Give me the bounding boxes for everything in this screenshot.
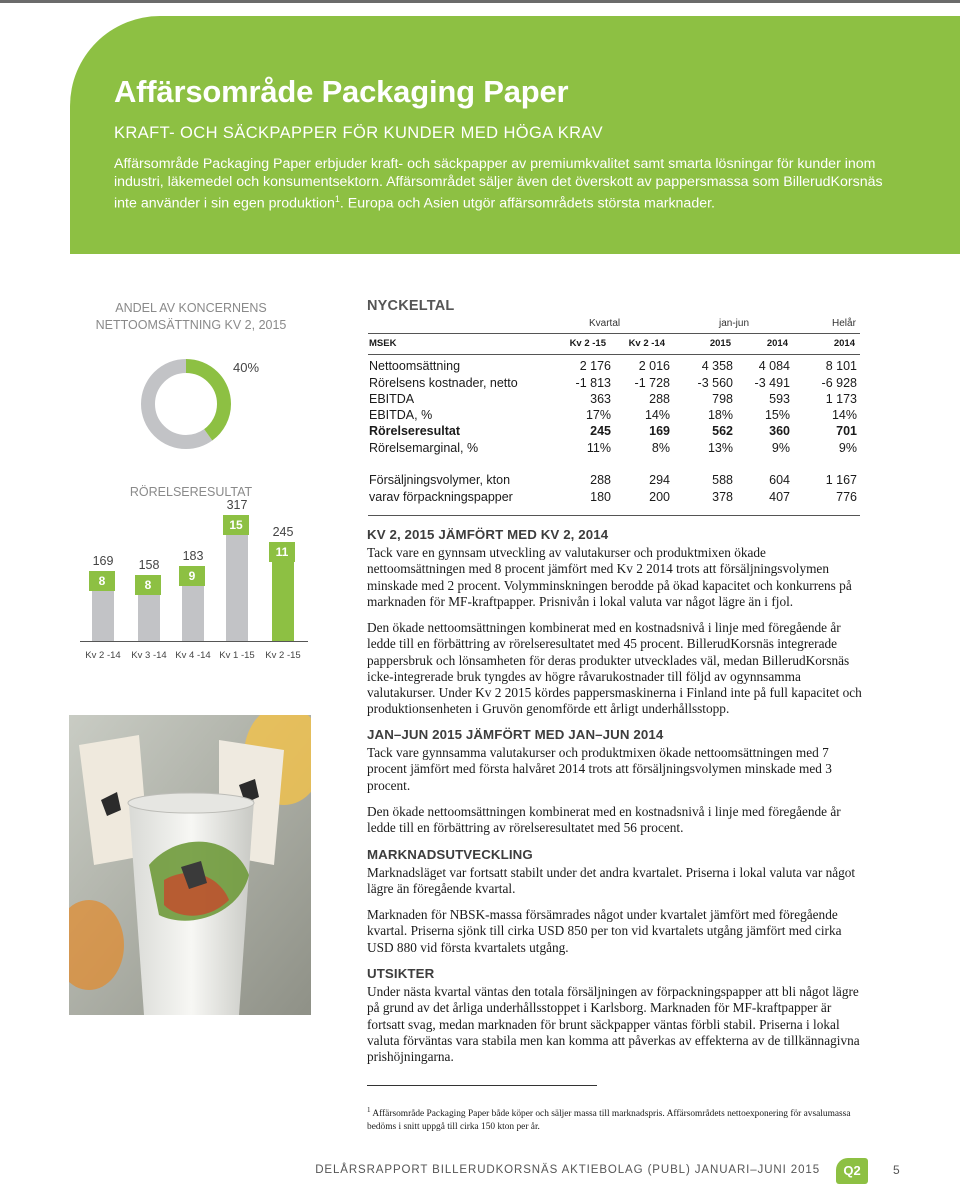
kpi-cell: 1 173: [825, 392, 857, 406]
top-rule: [0, 0, 960, 3]
kpi-cell: 8%: [651, 441, 670, 455]
kpi-header-col: 2014: [766, 338, 788, 349]
footnote-rule: [367, 1085, 597, 1086]
bar-value-label: 317: [226, 498, 248, 512]
section-outlook-p1: Under nästa kvartal väntas den totala försäljningen av förpackningspapper att bli något lägre på grund av det årliga underhållsstoppet i Karlsborg. Marknaden för MF-kraftpapper är fortsatt svag, medan marknaden för brunt säckpapper väntas förbli stabil. Priserna i lokal valuta förväntas vara stabila men kan komma att påverkas av effekterna av de tillkännagivna prishöjningarna.: [367, 984, 860, 1065]
kpi-row-label: Försäljningsvolymer, kton: [369, 473, 511, 487]
section-h1-p1: Tack vare gynnsamma valutakurser och produktmixen ökade nettoomsättningen med 7 procent jämfört med första halvåret 2014 trots att försäljningsvolymen minskade med 3 procent.: [367, 745, 832, 793]
kpi-cell: 14%: [644, 408, 670, 422]
section-market-title: MARKNADSUTVECKLING: [367, 847, 533, 862]
section-q2-p1: Tack vare en gynnsam utveckling av valutakurser och produktmixen ökade nettoomsättningen med 8 procent jämfört med Kv 2 2014 trots att försäljningsvolymen minskade med 2 procent. Volymminskningen berodde på ökad kapacitet och konkurrens på marknaden för MF-kraftpapper. Prisnivån i lokal valuta var något lägre än i fjol.: [367, 545, 852, 609]
kpi-cell: 407: [769, 490, 790, 504]
kpi-cell: 9%: [771, 441, 790, 455]
bar-category-label: Kv 3 -14: [131, 650, 167, 661]
section-q2-title: KV 2, 2015 JÄMFÖRT MED KV 2, 2014: [367, 527, 609, 542]
kpi-row-label: Nettoomsättning: [369, 359, 461, 373]
bar-margin-label: 11: [269, 542, 295, 562]
page-subtitle: KRAFT- OCH SÄCKPAPPER FÖR KUNDER MED HÖGA KRAV: [114, 124, 604, 142]
kpi-cell: -3 560: [697, 376, 733, 390]
bar-value-label: 245: [272, 525, 294, 539]
kpi-cell: 378: [712, 490, 733, 504]
kpi-row-label: varav förpackningspapper: [369, 490, 513, 504]
footnote: $^1$ Affärsområde Packaging Paper både köper och säljer massa till marknadspris. Affärsområdets nettoexponering för avsalumassa bedöms i snitt uppgå till cirka 150 kton per år.: [367, 1106, 851, 1132]
bar-margin-label: 15: [223, 515, 249, 535]
kpi-group-year: Helår: [832, 318, 856, 329]
kpi-cell: 15%: [764, 408, 790, 422]
kpi-cell: 776: [836, 490, 857, 504]
kpi-cell: 701: [836, 424, 857, 438]
kpi-cell: -6 928: [821, 376, 857, 390]
kpi-row: [369, 441, 861, 457]
kpi-row: [369, 359, 861, 375]
kpi-cell: 604: [769, 473, 790, 487]
kpi-header-col: Kv 2 -14: [628, 338, 665, 349]
bar-margin-label: 9: [179, 566, 205, 586]
bar-margin-label: 8: [89, 571, 115, 591]
kpi-cell: 4 358: [701, 359, 733, 373]
kpi-cell: 8 101: [825, 359, 857, 373]
kpi-row-label: EBITDA: [369, 392, 415, 406]
kpi-header-row: [368, 333, 860, 355]
section-q2-p2: Den ökade nettoomsättningen kombinerat med en kostnadsnivå i linje med föregående år ledde till en förbättring av rörelseresultatet med 45 procent. BillerudKorsnäs integrerade pappersbruk och lönsamheten för deras produkter utvecklades väl, medan BillerudKorsnäs icke-integrerade bruk tyngdes av högre råvarukostnader till följd av ogynnsamma valutakurser. Under Kv 2 2015 kördes pappersmaskinerna i Finland inte på full kapacitet och produktionsenheten i Gruvön genomförde ett årligt underhållsstopp.: [367, 620, 862, 717]
section-market-p1: Marknadsläget var fortsatt stabilt under det andra kvartalet. Priserna i lokal valuta var något lägre än föregående kvartal.: [367, 865, 856, 897]
kpi-row: [369, 473, 861, 489]
kpi-cell: 1 167: [825, 473, 857, 487]
kpi-row-label: EBITDA, %: [369, 408, 433, 422]
kpi-cell: 169: [649, 424, 670, 438]
kpi-cell: 562: [712, 424, 733, 438]
share-donut: [140, 358, 232, 450]
kpi-row: [369, 424, 861, 440]
kpi-cell: 11%: [586, 441, 611, 455]
kpi-cell: 2 176: [579, 359, 611, 373]
kpi-cell: 13%: [707, 441, 733, 455]
kpi-cell: 588: [712, 473, 733, 487]
kpi-title: NYCKELTAL: [367, 298, 455, 314]
kpi-header-col: Kv 2 -15: [569, 338, 606, 349]
footnote-ref: 1: [334, 194, 340, 204]
bar-category-label: Kv 4 -14: [175, 650, 211, 661]
bar: [226, 521, 248, 641]
section-h1-p2: Den ökade nettoomsättningen kombinerat med en kostnadsnivå i linje med föregående år ledde till en förbättring av rörelseresultatet med 56 procent.: [367, 804, 841, 836]
page-number: 5: [893, 1163, 900, 1177]
kpi-cell: 294: [649, 473, 670, 487]
kpi-cell: -1 813: [575, 376, 611, 390]
section-market-p2: Marknaden för NBSK-massa försämrades något under kvartalet jämfört med föregående kvartal. Priserna sjönk till cirka USD 850 per ton vid kvartalets utgång jämfört med cirka USD 880 vid första kvartalets utgång.: [367, 907, 842, 955]
kpi-header-label: MSEK: [369, 338, 397, 349]
kpi-group-quarter: Kvartal: [589, 318, 621, 329]
kpi-cell: 798: [712, 392, 733, 406]
kpi-row-label: Rörelsens kostnader, netto: [369, 376, 518, 390]
bar-value-label: 158: [138, 558, 160, 572]
kpi-cell: 288: [649, 392, 670, 406]
kpi-group-janjun: jan-jun: [719, 318, 750, 329]
share-title: ANDEL AV KONCERNENS NETTOOMSÄTTNING KV 2, 2015: [95, 301, 287, 332]
bar-value-label: 169: [92, 554, 114, 568]
kpi-header-col: 2015: [709, 338, 731, 349]
kpi-cell: 593: [769, 392, 790, 406]
hero-banner: [70, 16, 960, 254]
kpi-cell: 17%: [585, 408, 611, 422]
kpi-cell: 2 016: [638, 359, 670, 373]
bar-category-label: Kv 2 -15: [265, 650, 301, 661]
quarter-badge: Q2: [836, 1158, 868, 1184]
kpi-cell: 180: [590, 490, 611, 504]
footer-text: DELÅRSRAPPORT BILLERUDKORSNÄS AKTIEBOLAG (PUBL) JANUARI–JUNI 2015: [315, 1164, 820, 1176]
share-percent: 40%: [233, 360, 260, 375]
bar-category-label: Kv 1 -15: [219, 650, 255, 661]
bar-category-label: Kv 2 -14: [85, 650, 121, 661]
footnote-mark: 1: [367, 1106, 371, 1114]
kpi-cell: 288: [590, 473, 611, 487]
kpi-cell: -3 491: [754, 376, 790, 390]
kpi-cell: 4 084: [758, 359, 790, 373]
kpi-cell: -1 728: [634, 376, 670, 390]
bar-value-label: 183: [182, 549, 204, 563]
kpi-cell: 200: [649, 490, 670, 504]
kpi-row-label: Rörelsemarginal, %: [369, 441, 479, 455]
kpi-cell: 18%: [707, 408, 733, 422]
kpi-header-col: 2014: [833, 338, 855, 349]
kpi-row: [369, 376, 861, 392]
bar-margin-label: 8: [135, 575, 161, 595]
kpi-cell: 9%: [838, 441, 857, 455]
section-outlook-title: UTSIKTER: [367, 966, 435, 981]
kpi-row: [369, 408, 861, 424]
product-photo: [69, 715, 311, 1015]
chart-axis: [80, 641, 308, 642]
kpi-cell: 363: [590, 392, 611, 406]
kpi-row: [369, 392, 861, 408]
page-title: Affärsområde Packaging Paper: [114, 74, 569, 109]
kpi-bottom-rule: [368, 515, 860, 516]
kpi-cell: 14%: [831, 408, 857, 422]
section-h1-title: JAN–JUN 2015 JÄMFÖRT MED JAN–JUN 2014: [367, 727, 664, 742]
chart-title: RÖRELSERESULTAT: [129, 485, 253, 499]
kpi-cell: 245: [590, 424, 611, 438]
kpi-row-label: Rörelseresultat: [369, 424, 461, 438]
kpi-row: [369, 490, 861, 506]
intro-text: Affärsområde Packaging Paper erbjuder kraft- och säckpapper av premiumkvalitet samt smarta lösningar för kunder inom industri, läkemedel och konsumentsektorn. Affärsområdet säljer även det överskott av pappersmassa som BillerudKorsnäs inte använder i sin egen produktion$^1$. Europa och Asien utgör affärsområdets största marknader.: [114, 156, 883, 212]
kpi-cell: 360: [769, 424, 790, 438]
